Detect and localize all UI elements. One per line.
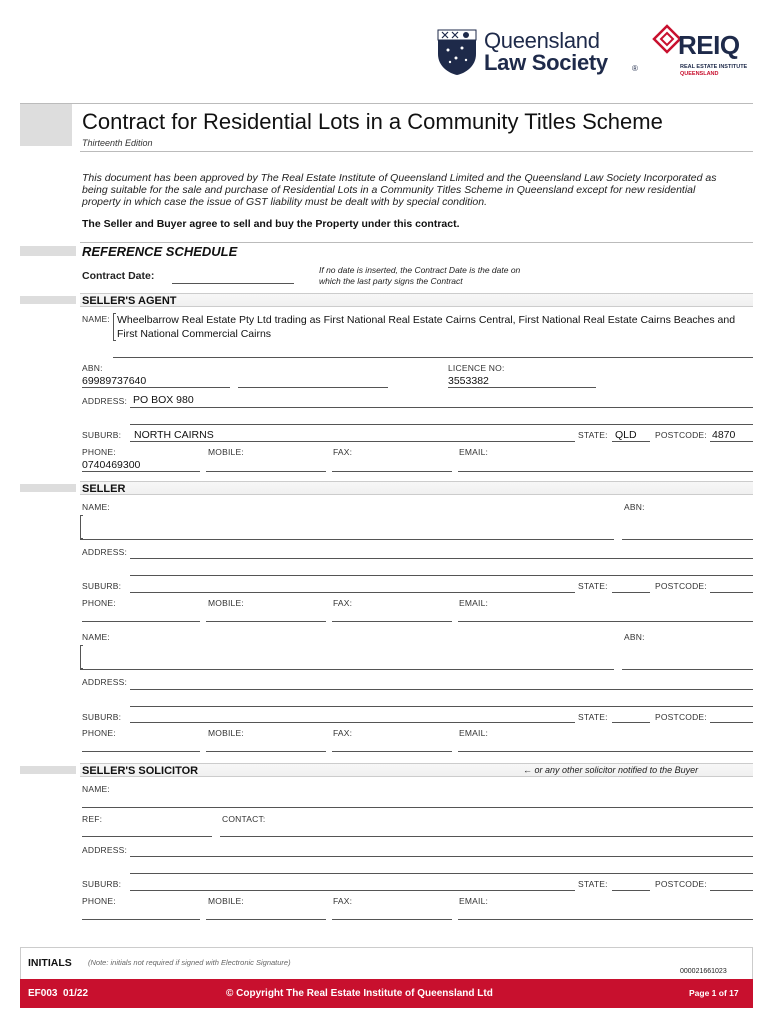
solicitor-note-text: or any other solicitor notified to the Buyer xyxy=(534,765,699,775)
copyright: © Copyright The Real Estate Institute of Queensland Ltd xyxy=(226,988,493,999)
seller2-mobile-field[interactable] xyxy=(206,751,326,752)
agent-licence-label: LICENCE NO: xyxy=(448,363,505,373)
title-grey-block xyxy=(20,104,72,146)
seller-heading: SELLER xyxy=(82,483,126,495)
agent-abn-field xyxy=(82,387,230,388)
initials-label: INITIALS xyxy=(28,957,72,969)
solicitor-name-field[interactable] xyxy=(82,807,753,808)
agent-postcode-label: POSTCODE: xyxy=(655,430,707,440)
agent-abn-field-2 xyxy=(238,387,388,388)
seller2-address-field[interactable] xyxy=(130,689,753,690)
seller1-email-label: EMAIL: xyxy=(459,598,489,608)
agent-phone-label: PHONE: xyxy=(82,447,116,457)
solicitor-email-label: EMAIL: xyxy=(459,896,489,906)
reiq-sub2: QUEENSLAND xyxy=(680,71,719,77)
agent-suburb-field xyxy=(130,441,575,442)
form-code: EF003 01/22 xyxy=(28,988,89,999)
seller1-fax-field[interactable] xyxy=(332,621,452,622)
seller2-name-label: NAME: xyxy=(82,632,110,642)
seller2-suburb-label: SUBURB: xyxy=(82,712,122,722)
agent-name-label: NAME: xyxy=(82,314,110,324)
solicitor-fax-label: FAX: xyxy=(333,896,353,906)
solicitor-postcode-field[interactable] xyxy=(710,890,753,891)
seller2-abn-field[interactable] xyxy=(622,669,753,670)
sellers-agent-bar xyxy=(80,293,753,307)
reiq-sub1: REAL ESTATE INSTITUTE xyxy=(680,64,748,70)
ref-schedule-grey-tab xyxy=(20,246,76,256)
sellers-agent-heading: SELLER'S AGENT xyxy=(82,295,177,307)
seller-grey-tab xyxy=(20,484,76,492)
agent-licence-field xyxy=(448,387,596,388)
seller1-state-field[interactable] xyxy=(612,592,650,593)
reiq-name: REIQ xyxy=(678,30,740,60)
contract-date-note: If no date is inserted, the Contract Date is the date on which the last party signs the Contract xyxy=(319,265,521,286)
solicitor-contact-field[interactable] xyxy=(220,836,753,837)
agent-abn-value[interactable]: 69989737640 xyxy=(82,375,147,387)
seller1-postcode-field[interactable] xyxy=(710,592,753,593)
intro-text: This document has been approved by The Real Estate Institute of Queensland Limited and the Queensland Law Society Incorporated as being suitable for the sale and purchase of Residential Lots in a Community Titles Scheme in Queensland except for new residential property in which case the issue of GST liability must be dealt with by special condition. xyxy=(82,172,717,208)
seller-bar xyxy=(80,481,753,495)
sellers-solicitor-heading: SELLER'S SOLICITOR xyxy=(82,765,199,777)
ref-schedule-heading: REFERENCE SCHEDULE xyxy=(82,244,238,259)
agent-grey-tab xyxy=(20,296,76,304)
solicitor-postcode-label: POSTCODE: xyxy=(655,879,707,889)
seller1-address-field-2 xyxy=(130,575,753,576)
seller2-address-field-2 xyxy=(130,706,753,707)
agent-mobile-label: MOBILE: xyxy=(208,447,244,457)
seller1-postcode-label: POSTCODE: xyxy=(655,581,707,591)
seller2-postcode-field[interactable] xyxy=(710,722,753,723)
seller1-name-bracket xyxy=(80,515,83,539)
seller2-postcode-label: POSTCODE: xyxy=(655,712,707,722)
agent-name-bracket xyxy=(113,313,116,341)
solicitor-email-field[interactable] xyxy=(458,919,753,920)
qls-logo xyxy=(436,28,646,78)
solicitor-phone-field[interactable] xyxy=(82,919,200,920)
solicitor-suburb-field[interactable] xyxy=(130,890,575,891)
seller2-phone-label: PHONE: xyxy=(82,728,116,738)
contract-date-field[interactable] xyxy=(172,283,294,284)
seller2-state-field[interactable] xyxy=(612,722,650,723)
solicitor-suburb-label: SUBURB: xyxy=(82,879,122,889)
title-rule-bottom xyxy=(80,151,753,152)
agent-state-value[interactable]: QLD xyxy=(615,429,637,441)
edition: Thirteenth Edition xyxy=(82,138,153,148)
seller1-suburb-label: SUBURB: xyxy=(82,581,122,591)
initials-note: (Note: initials not required if signed with Electronic Signature) xyxy=(88,958,291,967)
agent-email-field[interactable] xyxy=(458,471,753,472)
agent-email-label: EMAIL: xyxy=(459,447,489,457)
agent-licence-value[interactable]: 3553382 xyxy=(448,375,489,387)
qls-crest-icon xyxy=(436,28,478,76)
solicitor-grey-tab xyxy=(20,766,76,774)
solicitor-contact-label: CONTACT: xyxy=(222,814,266,824)
agent-state-field xyxy=(612,441,650,442)
agent-address-value[interactable]: PO BOX 980 xyxy=(133,394,194,406)
seller1-suburb-field[interactable] xyxy=(130,592,575,593)
seller1-email-field[interactable] xyxy=(458,621,753,622)
doc-number: 000021661023 xyxy=(680,968,727,975)
seller1-name-label: NAME: xyxy=(82,502,110,512)
agent-address-label: ADDRESS: xyxy=(82,396,128,406)
agent-postcode-field xyxy=(710,441,753,442)
solicitor-ref-label: REF: xyxy=(82,814,103,824)
seller2-abn-label: ABN: xyxy=(624,632,645,642)
agent-postcode-value[interactable]: 4870 xyxy=(712,429,736,441)
solicitor-address-field[interactable] xyxy=(130,856,753,857)
seller1-abn-field[interactable] xyxy=(622,539,753,540)
agent-suburb-label: SUBURB: xyxy=(82,430,122,440)
left-arrow-icon: ← xyxy=(523,765,532,775)
seller1-phone-field[interactable] xyxy=(82,621,200,622)
agent-suburb-value[interactable]: NORTH CAIRNS xyxy=(134,429,214,441)
seller2-name-bracket xyxy=(80,645,83,669)
ref-schedule-rule xyxy=(80,242,753,243)
seller1-state-label: STATE: xyxy=(578,581,608,591)
agent-phone-field xyxy=(82,471,200,472)
seller2-address-label: ADDRESS: xyxy=(82,677,128,687)
seller1-mobile-label: MOBILE: xyxy=(208,598,244,608)
seller1-abn-label: ABN: xyxy=(624,502,645,512)
solicitor-address-label: ADDRESS: xyxy=(82,845,128,855)
seller2-email-field[interactable] xyxy=(458,751,753,752)
solicitor-state-field[interactable] xyxy=(612,890,650,891)
seller1-address-field[interactable] xyxy=(130,558,753,559)
agent-address-field xyxy=(130,407,753,408)
qls-reg-mark: ® xyxy=(632,64,638,73)
solicitor-address-field-2 xyxy=(130,873,753,874)
solicitor-ref-field[interactable] xyxy=(82,836,212,837)
seller1-mobile-field[interactable] xyxy=(206,621,326,622)
qls-name-line1: Queensland xyxy=(484,28,600,53)
agent-address-field-2 xyxy=(130,424,753,425)
seller2-phone-field[interactable] xyxy=(82,751,200,752)
agent-phone-value[interactable]: 0740469300 xyxy=(82,459,141,471)
agreement-text: The Seller and Buyer agree to sell and buy the Property under this contract. xyxy=(82,218,460,230)
solicitor-mobile-field[interactable] xyxy=(206,919,326,920)
solicitor-phone-label: PHONE: xyxy=(82,896,116,906)
contract-date-label: Contract Date: xyxy=(82,270,155,282)
seller1-fax-label: FAX: xyxy=(333,598,353,608)
page-title: Contract for Residential Lots in a Community Titles Scheme xyxy=(82,109,663,134)
solicitor-fax-field[interactable] xyxy=(332,919,452,920)
seller2-fax-field[interactable] xyxy=(332,751,452,752)
solicitor-state-label: STATE: xyxy=(578,879,608,889)
agent-mobile-field[interactable] xyxy=(206,471,326,472)
solicitor-name-label: NAME: xyxy=(82,784,110,794)
page-number: Page 1 of 17 xyxy=(689,988,739,998)
agent-name-value[interactable]: Wheelbarrow Real Estate Pty Ltd trading as First National Real Estate Cairns Central, First National Real Estate Cairns Beaches and First National Commercial Cairns xyxy=(117,314,736,340)
agent-state-label: STATE: xyxy=(578,430,608,440)
qls-name-line2: Law Society xyxy=(484,50,608,75)
agent-name-field xyxy=(113,357,753,358)
seller2-fax-label: FAX: xyxy=(333,728,353,738)
agent-fax-field[interactable] xyxy=(332,471,452,472)
seller2-email-label: EMAIL: xyxy=(459,728,489,738)
seller2-state-label: STATE: xyxy=(578,712,608,722)
seller2-name-field[interactable] xyxy=(80,669,614,670)
seller2-suburb-field[interactable] xyxy=(130,722,575,723)
seller1-phone-label: PHONE: xyxy=(82,598,116,608)
seller1-name-field[interactable] xyxy=(80,539,614,540)
title-rule-top xyxy=(20,103,753,104)
solicitor-note xyxy=(523,765,698,775)
seller2-mobile-label: MOBILE: xyxy=(208,728,244,738)
solicitor-mobile-label: MOBILE: xyxy=(208,896,244,906)
seller1-address-label: ADDRESS: xyxy=(82,547,128,557)
agent-fax-label: FAX: xyxy=(333,447,353,457)
reiq-logo xyxy=(652,22,752,84)
agent-abn-label: ABN: xyxy=(82,363,103,373)
